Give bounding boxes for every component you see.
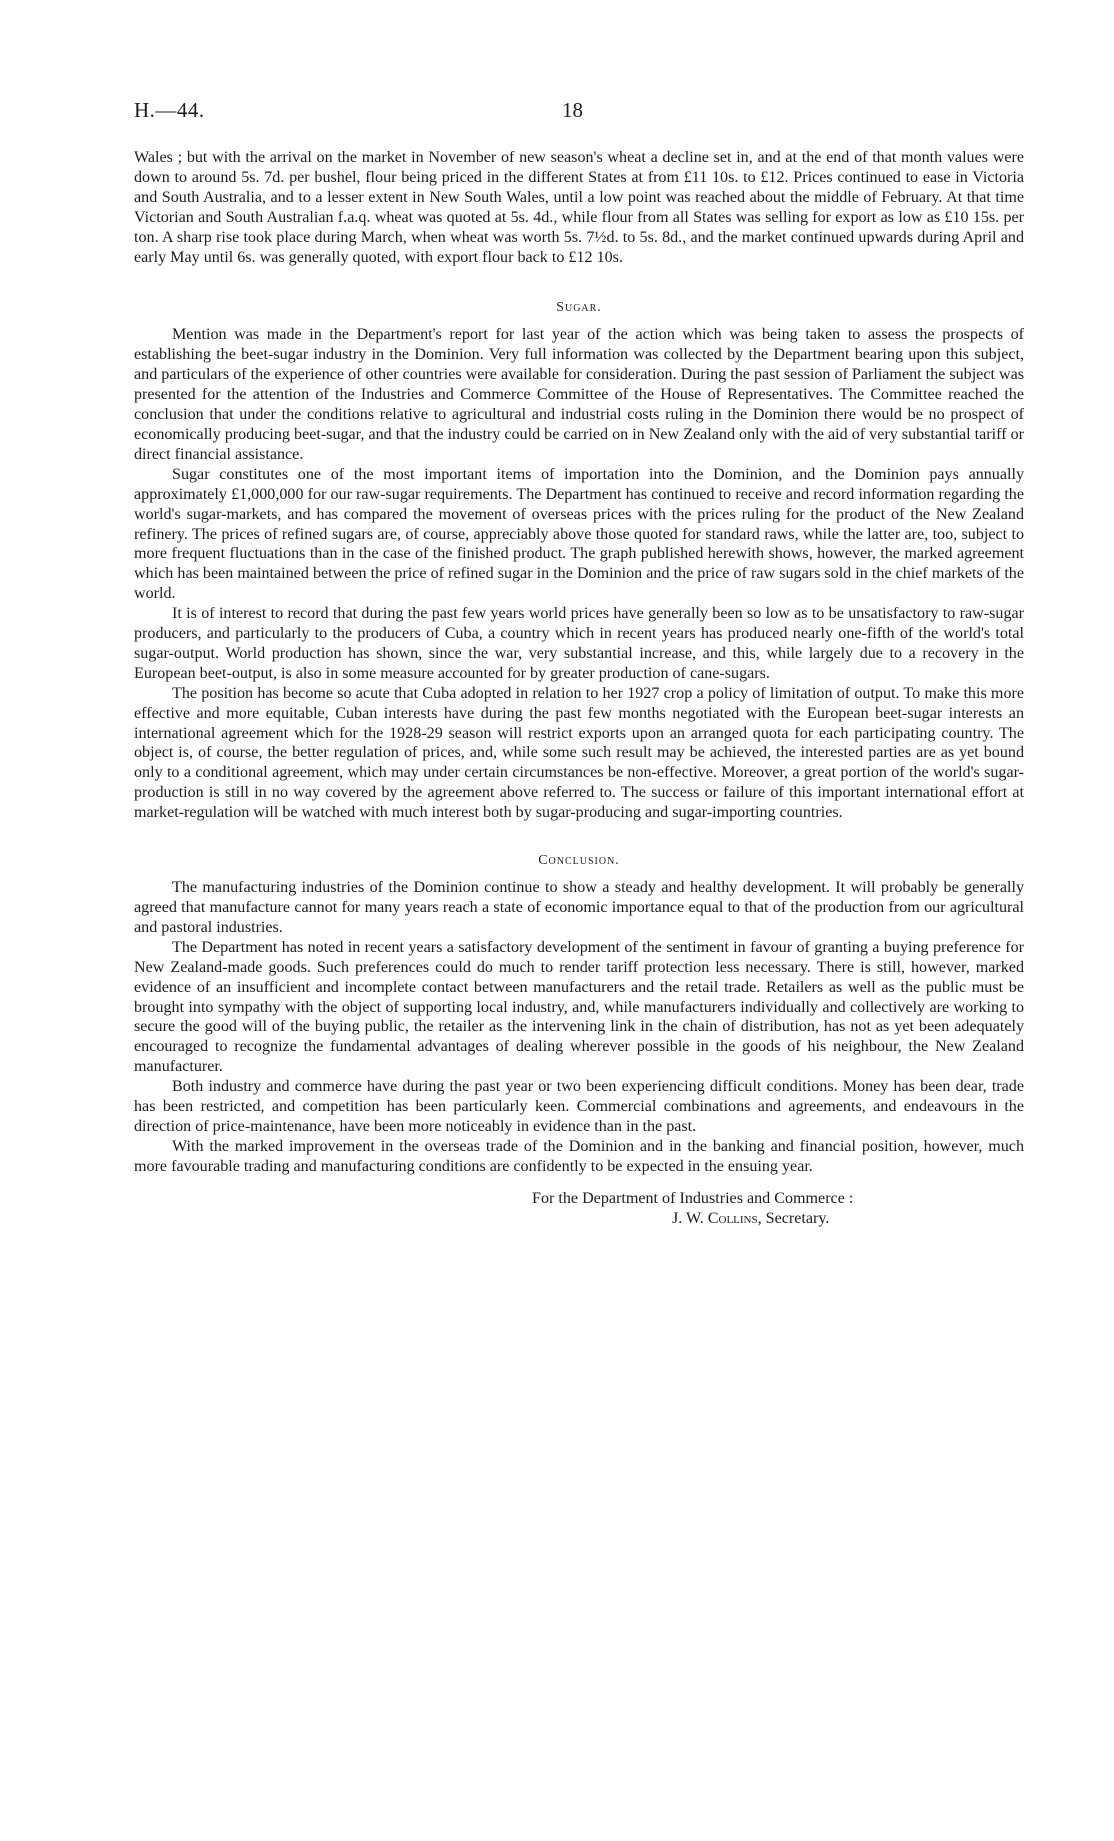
sugar-paragraph-4: The position has become so acute that Cuba adopted in relation to her 1927 crop a policy of limitation of output. To make this more effective and more equitable, Cuban interests have during the past few months negotiated with the European beet-sugar interests an international agreement which for the 1928-29 season will restrict exports upon an arranged quota for each participating country. The object is, of course, the better regulation of prices, and, while some such result may be achieved, the interested parties are as yet bound only to a conditional agreement, which may under certain circumstances be non-effective. Moreover, a great portion of the world's sugar-production is still in no way covered by the agreement above referred to. The success or failure of this important international effort at market-regulation will be watched with much interest both by sugar-producing and sugar-importing countries.: [134, 684, 1024, 822]
signatory-name: J. W. Collins: [672, 1209, 758, 1227]
page-number: 18: [562, 98, 583, 122]
section-heading-sugar: Sugar.: [556, 300, 602, 316]
sugar-paragraph-3: It is of interest to record that during the past few years world prices have generally been so low as to be unsatisfactory to raw-sugar producers, and particularly to the producers of Cuba, a country which in recent years has produced nearly one-fifth of the world's total sugar-output. World production has shown, since the war, very substantial increase, and this, while largely due to a recovery in the European beet-output, is also in some measure accounted for by greater production of cane-sugars.: [134, 605, 1024, 682]
document-reference: H.—44.: [134, 98, 205, 122]
intro-paragraph: Wales ; but with the arrival on the market in November of new season's wheat a decline set in, and at the end of that month values were down to around 5s. 7d. per bushel, flour being priced in the different States at from £11 10s. to £12. Prices continued to ease in Victoria and South Australia, and to a lesser extent in New South Wales, until a low point was reached about the middle of February. At that time Victorian and South Australian f.a.q. wheat was quoted at 5s. 4d., while flour from all States was selling for export as low as £10 15s. per ton. A sharp rise took place during March, when wheat was worth 5s. 7½d. to 5s. 8d., and the market continued upwards during April and early May until 6s. was generally quoted, with export flour back to £12 10s.: [134, 149, 1024, 266]
sugar-paragraph-2: Sugar constitutes one of the most important items of importation into the Dominion, and the Dominion pays annually approximately £1,000,000 for our raw-sugar requirements. The Department has continued to receive and record information regarding the world's sugar-markets, and has compared the movement of overseas prices with the prices ruling for the product of the New Zealand refinery. The prices of refined sugars are, of course, appreciably above those quoted for standard raws, while the latter are, too, subject to more frequent fluctuations than in the case of the finished product. The graph published herewith shows, however, the marked agreement which has been maintained between the price of refined sugar in the Dominion and the price of raw sugars sold in the chief markets of the world.: [134, 465, 1024, 603]
signature-line: [672, 1209, 1024, 1229]
signature-department: For the Department of Industries and Commerce :: [532, 1189, 854, 1207]
conclusion-paragraph-3: Both industry and commerce have during the past year or two been experiencing difficult conditions. Money has been dear, trade has been restricted, and competition has been particularly keen. Commercial combinations and agreements, and endeavours in the direction of price-maintenance, have been more noticeably in evidence than in the past.: [134, 1078, 1024, 1135]
conclusion-paragraph-4: With the marked improvement in the overseas trade of the Dominion and in the banking and financial position, however, much more favourable trading and manufacturing conditions are confidently to be expected in the ensuing year.: [134, 1137, 1024, 1175]
signature-block: [134, 1189, 1024, 1229]
body-text: [134, 148, 1024, 1229]
sugar-paragraph-1: Mention was made in the Department's report for last year of the action which was being taken to assess the prospects of establishing the beet-sugar industry in the Dominion. Very full information was collected by the Department bearing upon this subject, and particulars of the experience of other countries were available for consideration. During the past session of Parliament the subject was presented for the attention of the Industries and Commerce Committee of the House of Representatives. The Committee reached the conclusion that under the conditions relative to agricultural and industrial costs ruling in the Dominion there would be no prospect of economically producing beet-sugar, and that the industry could be carried on in New Zealand only with the aid of very substantial tariff or direct financial assistance.: [134, 326, 1024, 463]
section-heading-conclusion: Conclusion.: [538, 853, 620, 869]
page-header: [134, 98, 1054, 128]
conclusion-paragraph-2: The Department has noted in recent years a satisfactory development of the sentiment in favour of granting a buying preference for New Zealand-made goods. Such preferences could do much to render tariff protection less necessary. There is still, however, marked evidence of an insufficient and incomplete contact between manufacturers and the retail trade. Retailers as well as the public must be brought into sympathy with the object of supporting local industry, and, while manufacturers individually and collectively are working to secure the good will of the buying public, the retailer as the intervening link in the chain of distribution, has not as yet been adequately encouraged to recognize the fundamental advantages of dealing wherever possible in the goods of his neighbour, the New Zealand manufacturer.: [134, 938, 1024, 1076]
conclusion-paragraph-1: The manufacturing industries of the Dominion continue to show a steady and healthy development. It will probably be generally agreed that manufacture cannot for many years reach a state of economic importance equal to that of the production from our agricultural and pastoral industries.: [134, 879, 1024, 936]
signatory-title: , Secretary.: [757, 1209, 830, 1227]
